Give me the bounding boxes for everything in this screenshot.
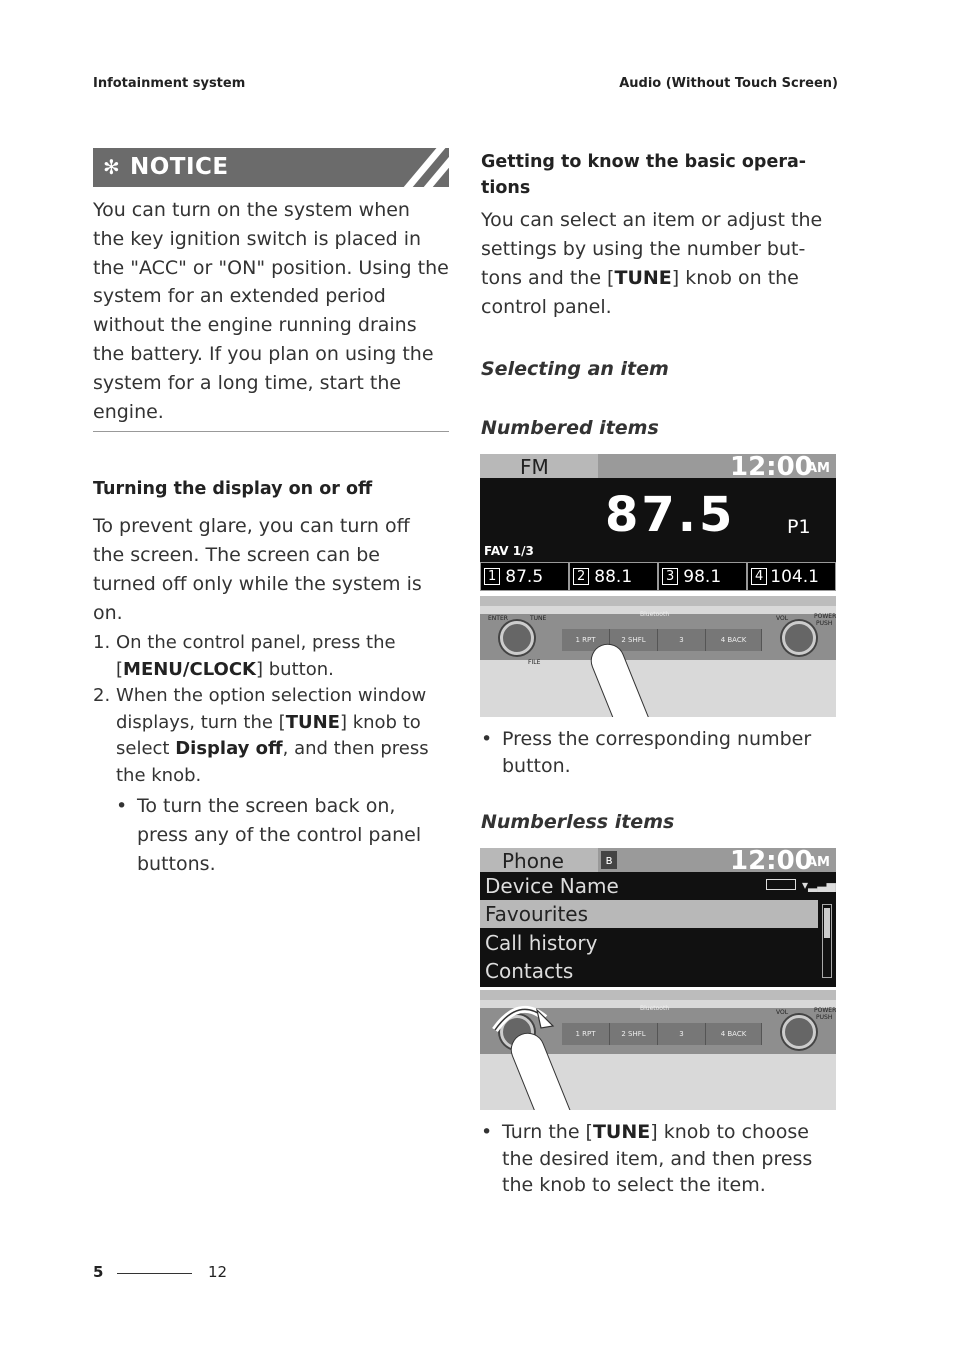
- fm-screen-illustration: [480, 454, 836, 591]
- tune-label: TUNE: [592, 1121, 651, 1143]
- page-number: 12: [208, 1263, 228, 1281]
- tune-knob: [500, 621, 534, 655]
- title-line: Getting to know the basic opera-: [481, 152, 807, 172]
- body-line: [481, 264, 841, 293]
- step-text-part: ] knob to select: [116, 711, 421, 759]
- fm-preset: [747, 562, 836, 591]
- enter-label: ENTER: [488, 615, 508, 622]
- vol-label: VOL: [776, 1009, 789, 1016]
- control-panel-illustration-2: [480, 990, 836, 1110]
- tune-label: TUNE: [530, 615, 547, 622]
- volume-knob: [782, 621, 816, 655]
- bullet: •: [481, 1121, 493, 1143]
- preset-button: 1 RPT: [562, 1023, 610, 1045]
- step-text-part: [: [116, 658, 124, 680]
- desc-line: the desired item, and then press: [502, 1147, 813, 1170]
- notice-banner: [93, 148, 449, 187]
- selecting-title: Selecting an item: [481, 358, 669, 380]
- fm-preset: [569, 562, 658, 591]
- body-text-part: tons and the [: [481, 267, 615, 289]
- display-off-label: Display off: [175, 738, 283, 759]
- fm-preset: [658, 562, 747, 591]
- phone-screen-illustration: [480, 848, 836, 987]
- preset-button: 2 SHFL: [610, 629, 658, 651]
- control-panel-illustration: [480, 596, 836, 717]
- preset-value: 88.1: [594, 566, 633, 587]
- signal-icon: ▾▂▃▅: [802, 878, 836, 892]
- phone-mode-label: Phone: [502, 849, 564, 873]
- step-text-part: On the control panel, press the: [116, 632, 396, 653]
- numbered-desc: [502, 726, 811, 779]
- notice-line: the "ACC" or "ON" position. Using the: [93, 256, 449, 279]
- desc-line: button.: [502, 754, 571, 777]
- tune-label: TUNE: [285, 711, 340, 733]
- preset-number: 2: [573, 568, 589, 585]
- file-label: FILE: [528, 659, 541, 666]
- volume-knob: [782, 1015, 816, 1049]
- phone-clock: 12:00: [730, 848, 813, 876]
- basic-ops-body: [481, 206, 841, 322]
- sub-line: To turn the screen back on,: [137, 795, 396, 817]
- notice-title: NOTICE: [130, 154, 229, 180]
- bluetooth-label: Bluetooth: [640, 611, 670, 618]
- step-text-part: , and then press the knob.: [116, 738, 429, 786]
- preset-button: 2 SHFL: [610, 1023, 658, 1045]
- preset-value: 98.1: [683, 566, 722, 587]
- step-number: 1.: [93, 632, 111, 653]
- step-number: 2.: [93, 685, 111, 706]
- title-line: tions: [481, 178, 531, 198]
- phone-scroll-thumb: [824, 908, 830, 938]
- phone-list-item: Contacts: [485, 959, 574, 983]
- desc-line: Press the corresponding number: [502, 728, 812, 750]
- body-line: settings by using the number but-: [481, 238, 806, 260]
- numbered-title: Numbered items: [481, 417, 659, 439]
- step-text: [116, 683, 453, 789]
- desc-part: ] knob to choose: [650, 1121, 809, 1143]
- numberless-bullet: [481, 1119, 841, 1199]
- notice-divider: [93, 431, 449, 432]
- notice-line: the battery. If you plan on using the: [93, 342, 434, 365]
- intro-line: the screen. The screen can be: [93, 544, 380, 566]
- fm-preset-row: [480, 562, 836, 591]
- desc-line: the knob to select the item.: [502, 1174, 766, 1196]
- panel-top-edge: [480, 596, 836, 606]
- fm-fav-label: FAV 1/3: [484, 544, 534, 558]
- push-label: PUSH: [816, 620, 833, 627]
- battery-icon: [766, 879, 796, 890]
- preset-button: 4 BACK: [706, 629, 762, 651]
- desc-part: Turn the [: [502, 1121, 593, 1143]
- phone-ampm: AM: [807, 855, 830, 870]
- chapter-number: 5: [93, 1263, 104, 1281]
- preset-button: 3: [658, 1023, 706, 1045]
- step-2: [93, 683, 453, 789]
- fm-clock: 12:00: [730, 454, 813, 482]
- display-section-title: Turning the display on or off: [93, 479, 373, 499]
- body-line: You can select an item or adjust the: [481, 209, 823, 231]
- numbered-bullet: [481, 726, 841, 779]
- power-label: POWER: [814, 613, 836, 620]
- preset-button: 1 RPT: [562, 629, 610, 651]
- notice-body: [93, 196, 453, 426]
- bullet: •: [116, 795, 128, 817]
- preset-number: 4: [751, 568, 767, 585]
- body-line: control panel.: [481, 296, 612, 318]
- phone-list-item: Device Name: [485, 874, 619, 898]
- numberless-title: Numberless items: [481, 811, 675, 833]
- fm-preset-tag: P1: [787, 516, 811, 538]
- sub-line: press any of the control panel: [137, 824, 422, 846]
- notice-line: without the engine running drains: [93, 314, 417, 337]
- notice-line: engine.: [93, 400, 164, 423]
- preset-value: 87.5: [505, 566, 544, 587]
- phone-list-item: Favourites: [485, 902, 589, 926]
- preset-number: 1: [484, 568, 500, 585]
- phone-list-item: Call history: [485, 931, 598, 955]
- intro-line: To prevent glare, you can turn off: [93, 515, 410, 537]
- notice-line: system for a long time, start the: [93, 371, 402, 394]
- preset-number: 3: [662, 568, 678, 585]
- body-text-part: ] knob on the: [671, 267, 799, 289]
- tune-label: TUNE: [614, 267, 672, 289]
- preset-button: 3: [658, 629, 706, 651]
- fm-frequency: 87.5: [605, 487, 736, 543]
- display-steps: [93, 630, 453, 879]
- preset-value: 104.1: [770, 566, 819, 587]
- step-text-part: ] button.: [256, 658, 334, 680]
- step-1: [93, 630, 453, 683]
- numberless-desc: [502, 1119, 812, 1199]
- sub-bullet-item: [93, 792, 453, 879]
- basic-ops-title: [481, 149, 806, 201]
- fm-preset: [480, 562, 569, 591]
- notice-line: system for an extended period: [93, 285, 386, 308]
- notice-star-icon: ✻: [103, 155, 120, 179]
- intro-line: on.: [93, 602, 123, 624]
- fm-mode-label: FM: [520, 455, 549, 479]
- running-header-left: Infotainment system: [93, 76, 246, 91]
- fm-ampm: AM: [807, 461, 830, 476]
- menu-clock-label: MENU/CLOCK: [123, 658, 256, 680]
- bluetooth-label: Bluetooth: [640, 1005, 670, 1012]
- vol-label: VOL: [776, 615, 789, 622]
- step-text: [116, 630, 453, 683]
- push-label: PUSH: [816, 1014, 833, 1021]
- running-header-right: Audio (Without Touch Screen): [619, 76, 838, 91]
- preset-button: 4 BACK: [706, 1023, 762, 1045]
- power-label: POWER: [814, 1007, 836, 1014]
- step-text-part: When the option selection window displays, turn the [: [116, 685, 427, 733]
- notice-line: You can turn on the system when: [93, 199, 410, 221]
- sub-bullet-text: [137, 792, 421, 879]
- rotate-arrow-icon: [485, 996, 555, 1036]
- bluetooth-icon: ʙ: [601, 851, 617, 869]
- notice-line: the key ignition switch is placed in: [93, 227, 422, 250]
- footer-rule: [117, 1273, 192, 1274]
- bullet: •: [481, 728, 493, 750]
- intro-line: turned off only while the system is: [93, 573, 422, 595]
- display-section-intro: [93, 512, 453, 628]
- sub-line: buttons.: [137, 853, 216, 875]
